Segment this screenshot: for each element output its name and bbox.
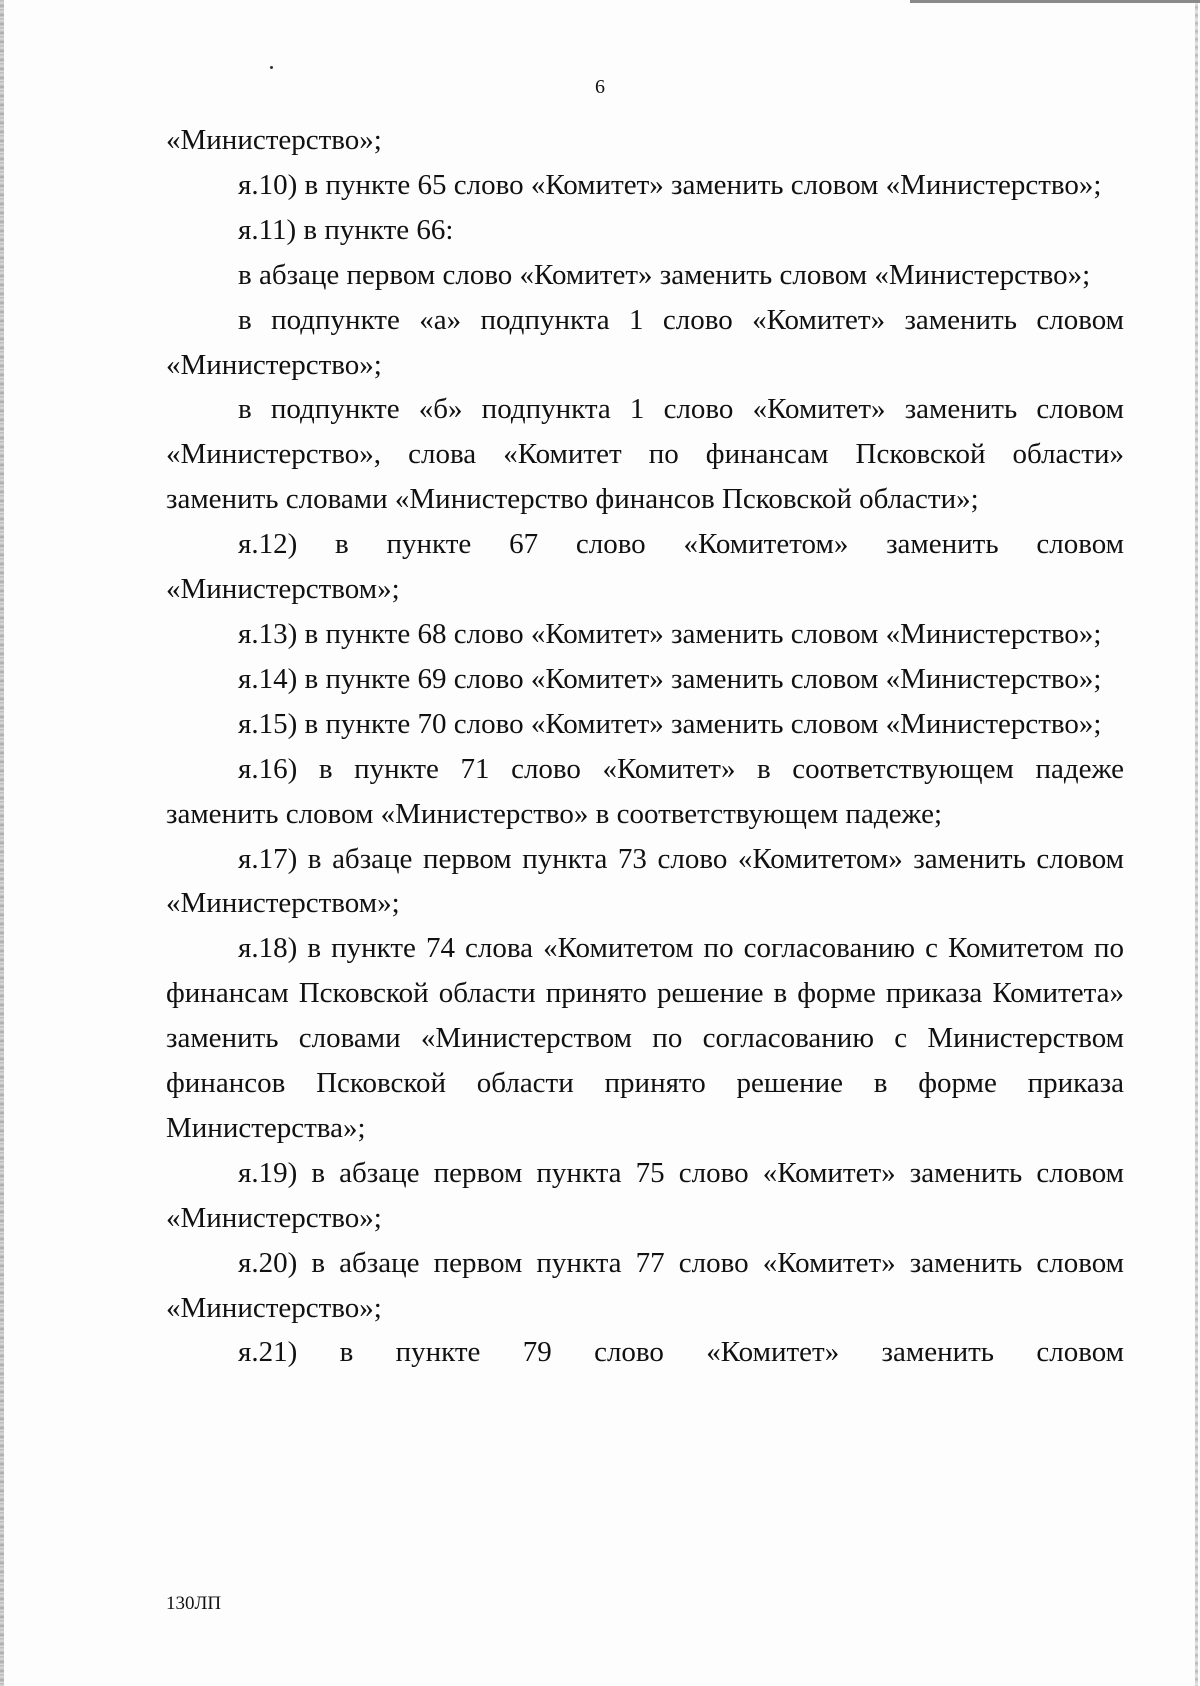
scan-speck [270,66,273,69]
scan-edge-left [0,0,4,1686]
paragraph-ya15: я.15) в пункте 70 слово «Комитет» заменить словом «Министерство»; [238,707,1102,740]
paragraph-ya19: я.19) в абзаце первом пункта 75 слово «Комитет» заменить словом «Министерство»; [166,1156,1124,1234]
paragraph-ya11-first-abzats: в абзаце первом слово «Комитет» заменить словом «Министерство»; [238,258,1091,291]
paragraph-ya16: я.16) в пункте 71 слово «Комитет» в соответствующем падеже заменить словом «Министерство» в соответствующем падеже; [166,752,1124,830]
document-body [166,118,1124,1375]
paragraph-ya10: я.10) в пункте 65 слово «Комитет» заменить словом «Министерство»; [238,168,1102,201]
paragraph-ya17: я.17) в абзаце первом пункта 73 слово «Комитетом» заменить словом «Министерством»; [166,842,1124,920]
paragraph-ya11-subpoint-a: в подпункте «а» подпункта 1 слово «Комитет» заменить словом «Министерство»; [166,303,1124,381]
paragraph-ya21: я.21) в пункте 79 слово «Комитет» заменить словом [238,1336,1124,1369]
paragraph-ya13: я.13) в пункте 68 слово «Комитет» заменить словом «Министерство»; [238,617,1102,650]
paragraph-ya14: я.14) в пункте 69 слово «Комитет» заменить словом «Министерство»; [238,662,1102,695]
paragraph-ya20: я.20) в абзаце первом пункта 77 слово «Комитет» заменить словом «Министерство»; [166,1246,1124,1324]
page-number: 6 [595,76,605,98]
paragraph-ya11-subpoint-b: в подпункте «б» подпункта 1 слово «Комитет» заменить словом «Министерство», слова «Комитет по финансам Псковской области» заменить словами «Министерство финансов Псковской области»; [166,393,1124,516]
paragraph-continuation: «Министерство»; [166,124,382,156]
paragraph-ya18: я.18) в пункте 74 слова «Комитетом по согласованию с Комитетом по финансам Псковской области принято решение в форме приказа Комитета» заменить словами «Министерством по согласованию с Министерством финансов Псковской области принято решение в форме приказа Министерства»; [166,932,1124,1144]
paragraph-ya12: я.12) в пункте 67 слово «Комитетом» заменить словом «Министерством»; [166,528,1124,606]
paragraph-ya11: я.11) в пункте 66: [238,213,454,246]
scan-edge-right [1195,0,1198,1686]
footer-document-code: 130ЛП [166,1593,222,1614]
scan-edge-top [910,0,1200,3]
